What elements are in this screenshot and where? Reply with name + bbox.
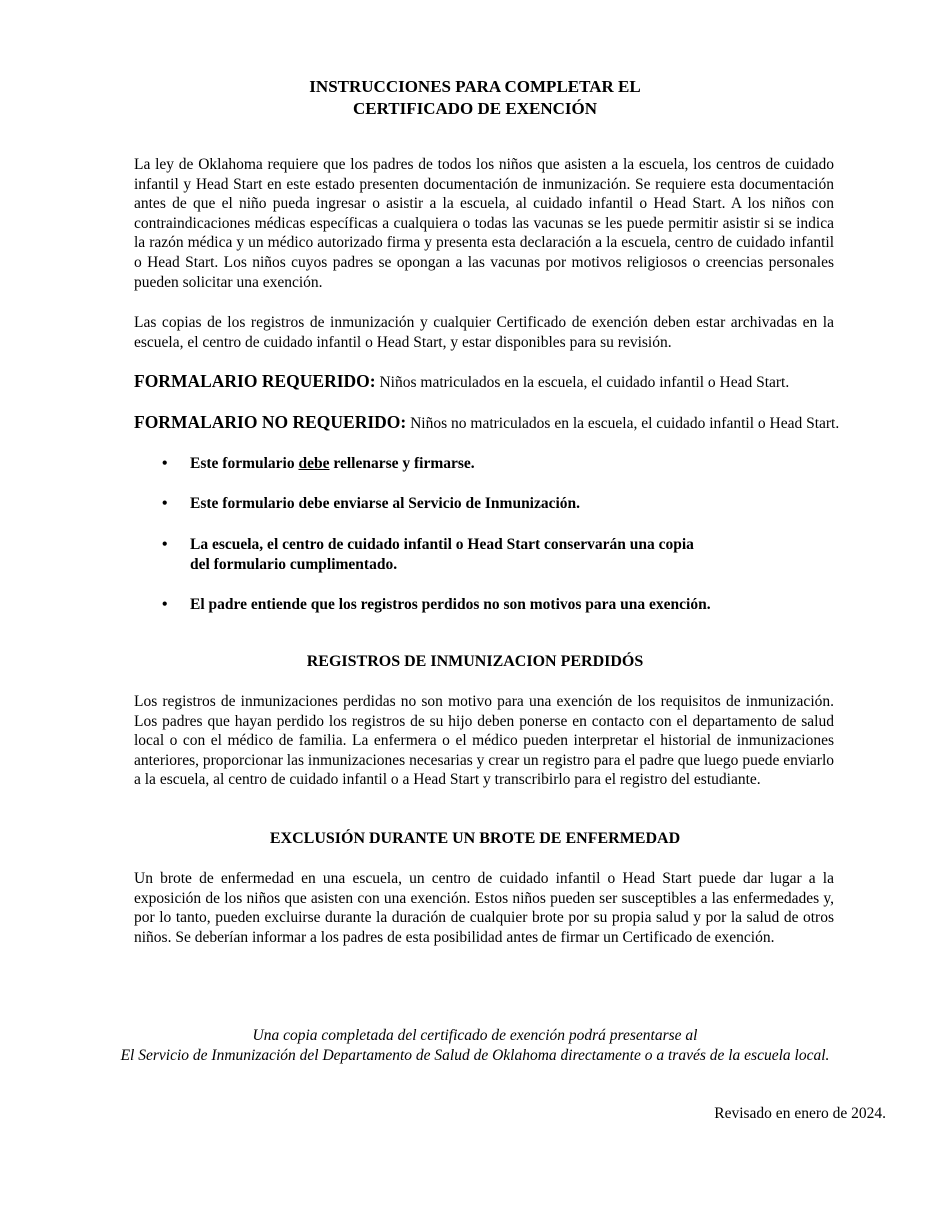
bullet-item-3 (162, 535, 842, 575)
bullet-3-line-1: La escuela, el centro de cuidado infantil o Head Start conservarán una copia (190, 536, 694, 553)
revision-date: Revisado en enero de 2024. (714, 1105, 886, 1122)
footer-line-2: El Servicio de Inmunización del Departamento de Salud de Oklahoma directamente o a través de la escuela local. (120, 1047, 830, 1064)
lost-records-paragraph: Los registros de inmunizaciones perdidas no son motivo para una exención de los requisitos de inmunización. Los padres que hayan perdido los registros de su hijo deben ponerse en contacto con el departamento de salud local o con el médico de familia. La enfermera o el médico pueden interpretar el historial de inmunizaciones anteriores, proporcionar las inmunizaciones necesarias y crear un registro para el padre que luego puede enviarlo a la escuela, al centro de cuidado infantil o a Head Start y transcribirlo para el registro del estudiante. (134, 693, 834, 789)
page-title (0, 76, 950, 120)
outbreak-paragraph: Un brote de enfermedad en una escuela, un centro de cuidado infantil o Head Start puede dar lugar a la exposición de los niños que asisten con una exención. Estos niños pueden ser susceptibles a las enfermedades y, por lo tanto, pueden excluirse durante la duración de cualquier brote por su propia salud y por la salud de otros niños. Se deberían informar a los padres de esta posibilidad antes de firmar un Certificado de exención. (134, 870, 834, 946)
footer-line-1: Una copia completada del certificado de exención podrá presentarse al (252, 1027, 698, 1044)
bullet-icon: • (162, 536, 168, 553)
bullet-icon: • (162, 455, 168, 472)
title-line-2: CERTIFICADO DE EXENCIÓN (352, 99, 598, 118)
bullet-item-4 (162, 595, 842, 615)
intro-paragraph-2: Las copias de los registros de inmunización y cualquier Certificado de exención deben estar archivadas en la escuela, el centro de cuidado infantil o Head Start, y estar disponibles para su revisión. (134, 314, 834, 351)
form-not-required-text: Niños no matriculados en la escuela, el cuidado infantil o Head Start. (410, 415, 840, 432)
bullet-item-1 (162, 454, 842, 474)
bullet-icon: • (162, 495, 168, 512)
bullet-1-text-end: rellenarse y firmarse. (329, 455, 475, 472)
bullet-3-line-2: del formulario cumplimentado. (190, 556, 398, 573)
bullet-1-text-start: Este formulario (190, 455, 299, 472)
form-required-label: FORMALARIO REQUERIDO: (134, 371, 376, 391)
title-line-1: INSTRUCCIONES PARA COMPLETAR EL (309, 77, 641, 96)
bullet-4-text: El padre entiende que los registros perdidos no son motivos para una exención. (190, 596, 711, 613)
bullet-2-text: Este formulario debe enviarse al Servicio de Inmunización. (190, 495, 581, 512)
bullet-1-underlined-word: debe (298, 455, 330, 472)
intro-paragraph-1: La ley de Oklahoma requiere que los padres de todos los niños que asisten a la escuela, los centros de cuidado infantil y Head Start en este estado presenten documentación de inmunización. Se requiere esta documentación antes de que el niño pueda ingresar o asistir a la escuela, al cuidado infantil o Head Start. A los niños con contraindicaciones médicas específicas a cualquiera o todas las vacunas se les puede permitir asistir si se indica la razón médica y un médico autorizado firma y presenta esta declaración a la escuela, centro de cuidado infantil o Head Start. Los niños cuyos padres se opongan a las vacunas por motivos religiosos o creencias personales pueden solicitar una exención. (134, 156, 834, 291)
lost-records-heading: REGISTROS DE INMUNIZACION PERDIDÓS (306, 653, 644, 670)
form-not-required-label: FORMALARIO NO REQUERIDO: (134, 412, 407, 432)
bullet-icon: • (162, 596, 168, 613)
outbreak-heading: EXCLUSIÓN DURANTE UN BROTE DE ENFERMEDAD (269, 830, 681, 847)
form-not-required-line (134, 412, 839, 433)
form-required-line (134, 371, 789, 392)
form-required-text: Niños matriculados en la escuela, el cuidado infantil o Head Start. (379, 374, 790, 391)
bullet-item-2 (162, 494, 842, 514)
footer-note (0, 1026, 950, 1066)
